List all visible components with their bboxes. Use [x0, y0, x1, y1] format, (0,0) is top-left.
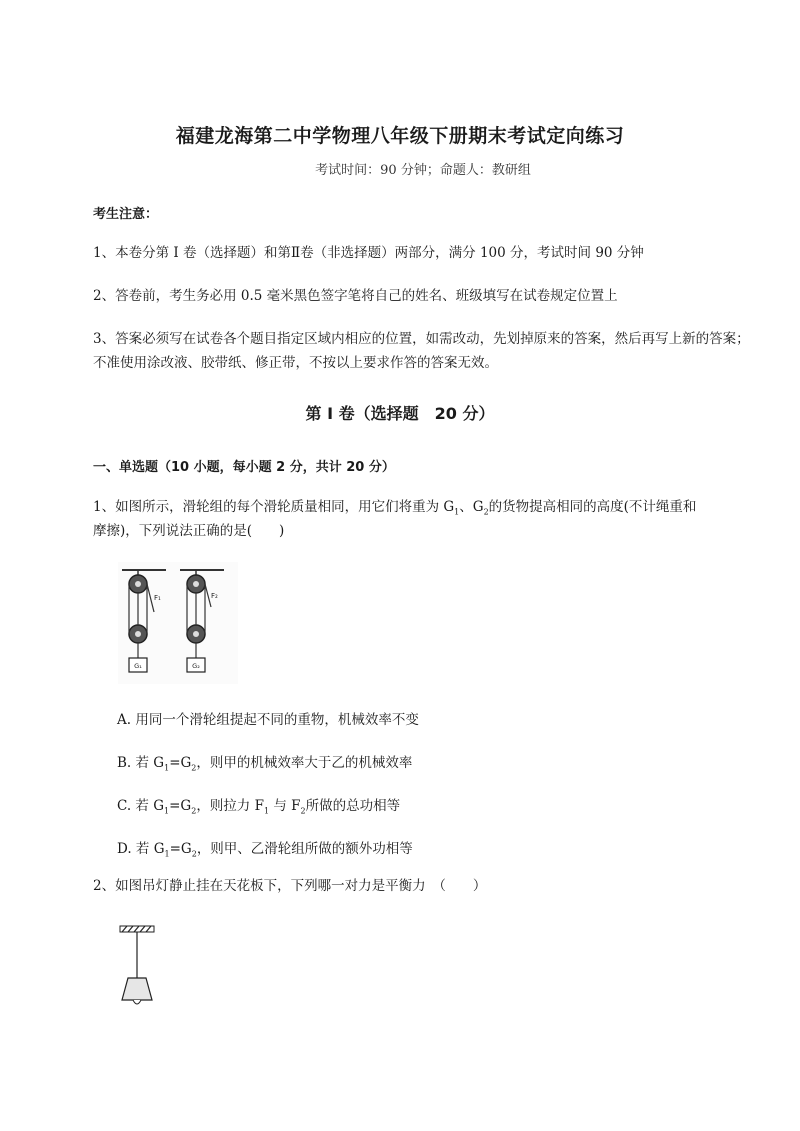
g2-label: G₂ — [192, 662, 200, 670]
q1-option-b-pre: B. 若 G — [117, 755, 165, 771]
q1-option-c-mid: =G — [169, 798, 192, 814]
notice-item-1: 1、本卷分第 I 卷（选择题）和第Ⅱ卷（非选择题）两部分，满分 100 分，考试时间 90 分钟 — [93, 245, 644, 261]
notice-item-2: 2、答卷前，考生务必用 0.5 毫米黑色签字笔将自己的姓名、班级填写在试卷规定位置上 — [93, 288, 618, 304]
q1-option-d-sub2: 2 — [191, 849, 197, 859]
q1-option-d-post: ，则甲、乙滑轮组所做的额外功相等 — [196, 841, 413, 857]
q1-option-b-mid: =G — [169, 755, 192, 771]
q1-option-c-mid2: 与 F — [269, 798, 301, 814]
q1-stem-text-b: 的货物提高相同的高度(不计绳重和 — [488, 499, 697, 515]
q1-sub-2: 2 — [483, 507, 489, 517]
q1-option-c-sub1: 1 — [164, 806, 170, 816]
q1-sub-1: 1 — [454, 507, 460, 517]
q1-option-b — [117, 751, 412, 773]
q1-option-c-post2: 所做的总功相等 — [305, 798, 401, 814]
section-title: 第 I 卷（选择题 20 分） — [305, 404, 495, 423]
q1-option-d-pre: D. 若 G — [117, 841, 165, 857]
f1-label: F₁ — [154, 594, 161, 602]
f2-label: F₂ — [211, 592, 218, 600]
q1-option-c-sub3: 1 — [263, 806, 270, 816]
pulley-system-figure — [118, 562, 238, 684]
q1-option-c-pre: C. 若 G — [117, 798, 165, 814]
q1-option-c-sub4: 2 — [300, 806, 306, 816]
q1-option-a: A. 用同一个滑轮组提起不同的重物，机械效率不变 — [117, 712, 419, 728]
q1-stem-text-a: 1、如图所示，滑轮组的每个滑轮质量相同，用它们将重为 G — [93, 499, 455, 515]
q1-option-d-mid: =G — [169, 841, 192, 857]
q1-option-c — [117, 794, 400, 816]
notice-item-3: 3、答案必须写在试卷各个题目指定区域内相应的位置，如需改动，先划掉原来的答案，然后再写上新的答案；不准使用涂改液、胶带纸、修正带，不按以上要求作答的答案无效。 — [93, 331, 750, 371]
q1-option-b-post: ，则甲的机械效率大于乙的机械效率 — [196, 755, 413, 771]
q1-option-b-sub1: 1 — [164, 763, 170, 773]
q1-option-c-post1: ，则拉力 F — [196, 798, 264, 814]
part-heading: 一、单选题（10 小题，每小题 2 分，共计 20 分） — [93, 460, 395, 475]
question-1-stem-line2: 摩擦)，下列说法正确的是( ) — [93, 523, 285, 539]
g1-label: G₁ — [134, 662, 142, 670]
exam-subtitle: 考试时间：90 分钟；命题人：教研组 — [315, 163, 531, 178]
exam-title: 福建龙海第二中学物理八年级下册期末考试定向练习 — [175, 125, 625, 147]
q1-option-b-sub2: 2 — [191, 763, 197, 773]
q1-option-c-sub2: 2 — [191, 806, 197, 816]
q1-stem-sep: 、G — [459, 499, 484, 515]
hanging-lamp-figure — [112, 924, 162, 1010]
question-2-stem: 2、如图吊灯静止挂在天花板下，下列哪一对力是平衡力 （ ） — [93, 878, 487, 894]
q1-option-d-sub1: 1 — [164, 849, 170, 859]
notice-heading: 考生注意： — [93, 207, 159, 222]
q1-option-d — [117, 837, 413, 859]
